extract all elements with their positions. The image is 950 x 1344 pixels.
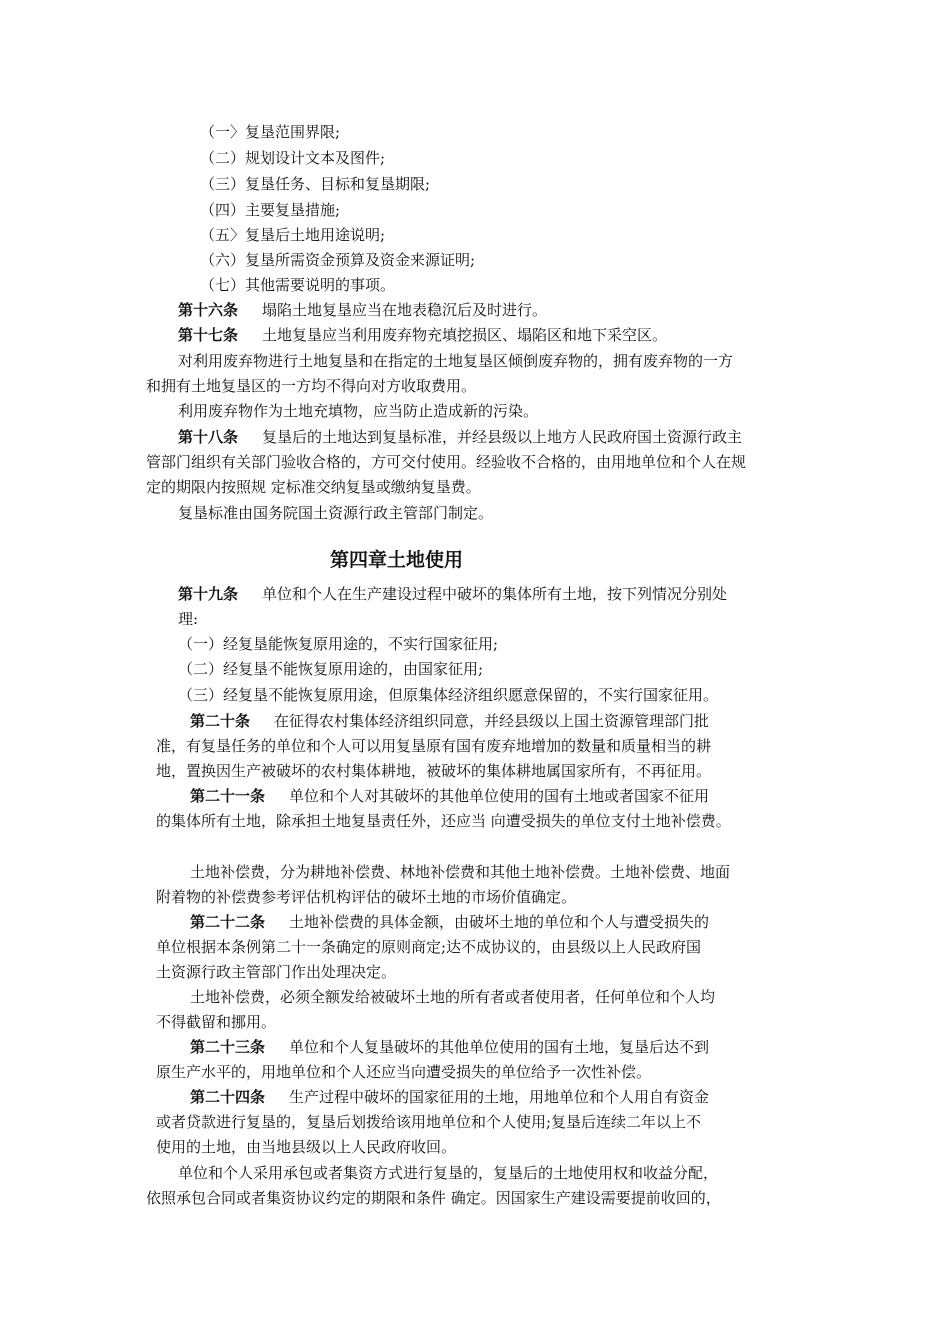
paragraph-line: 复垦标准由国务院国土资源行政主管部门制定。 (178, 504, 494, 522)
paragraph-line: 准，有复垦任务的单位和个人可以用复垦原有国有废弃地增加的数量和质量相当的耕 (156, 737, 712, 755)
paragraph-line: 定的期限内按照规 定标准交纳复垦或缴纳复垦费。 (146, 478, 481, 496)
paragraph-line: 单位根据本条例第二十一条确定的原则商定;达不成协议的，由县级以上人民政府国 (156, 938, 702, 956)
paragraph-line: 单位和个人采用承包或者集资方式进行复垦的，复垦后的土地使用权和收益分配， (178, 1164, 719, 1182)
list-item: （一〉复垦范围界限; (200, 123, 341, 141)
article-text: 单位和个人对其破坏的其他单位使用的国有土地或者国家不征用 (289, 787, 710, 805)
paragraph-line: 或者贷款进行复垦的，复垦后划拨给该用地单位和个人使用;复垦后连续二年以上不 (156, 1113, 702, 1131)
article-17 (178, 325, 667, 345)
paragraph-line: 和拥有土地复垦区的一方均不得向对方收取费用。 (146, 377, 477, 395)
article-text: 土地复垦应当利用废弃物充填挖损区、塌陷区和地下采空区。 (262, 326, 668, 344)
list-item: （二）经复垦不能恢复原用途的，由国家征用; (178, 660, 484, 678)
article-text: 复垦后的土地达到复垦标准，并经县级以上地方人民政府国土资源行政主 (262, 428, 743, 446)
article-label: 第十八条 (178, 428, 239, 446)
article-label: 第十六条 (178, 301, 239, 319)
list-item: （一）经复垦能恢复原用途的，不实行国家征用; (178, 635, 499, 653)
list-item: （五〉复垦后土地用途说明; (200, 226, 386, 244)
list-item: （二）规划设计文本及图件; (200, 149, 386, 167)
article-label: 第二十二条 (190, 913, 266, 931)
article-16 (178, 300, 547, 320)
paragraph-line: 对利用废弃物进行土地复垦和在指定的土地复垦区倾倒废弃物的，拥有废弃物的一方 (178, 352, 734, 370)
list-item: （四）主要复垦措施; (200, 201, 341, 219)
article-label: 第二十一条 (190, 787, 266, 805)
article-text: 单位和个人在生产建设过程中破坏的集体所有土地，按下列情况分别处 (262, 585, 728, 603)
chapter-title: 第四章土地使用 (330, 549, 464, 571)
paragraph-line: 依照承包合同或者集资协议约定的期限和条件 确定。因国家生产建设需要提前收回的， (146, 1189, 721, 1207)
article-label: 第十七条 (178, 326, 239, 344)
list-item: （七）其他需要说明的事项。 (200, 276, 396, 294)
paragraph-line: 管部门组织有关部门验收合格的，方可交付使用。经验收不合格的，由用地单位和个人在规 (146, 453, 747, 471)
article-text: 塌陷土地复垦应当在地表稳沉后及时进行。 (262, 301, 548, 319)
paragraph-line: 理: (178, 610, 199, 628)
paragraph-line: 土资源行政主管部门作出处理决定。 (156, 963, 397, 981)
article-label: 第二十四条 (190, 1088, 266, 1106)
article-20 (190, 711, 709, 731)
article-19 (178, 584, 727, 604)
list-item: （三）复垦任务、目标和复垦期限; (200, 175, 431, 193)
article-label: 第二十条 (190, 712, 251, 730)
article-22 (190, 912, 709, 932)
paragraph-line: 原生产水平的，用地单位和个人还应当向遭受损失的单位给予一次性补偿。 (156, 1063, 652, 1081)
article-text: 单位和个人复垦破坏的其他单位使用的国有土地，复垦后达不到 (289, 1038, 710, 1056)
article-18 (178, 427, 742, 447)
paragraph-line: 土地补偿费，必须全额发给被破坏土地的所有者或者使用者，任何单位和个人均 (190, 988, 716, 1006)
article-label: 第十九条 (178, 585, 239, 603)
paragraph-line: 不得截留和挪用。 (156, 1013, 277, 1031)
article-21 (190, 786, 709, 806)
article-24 (190, 1087, 709, 1107)
paragraph-line: 土地补偿费，分为耕地补偿费、林地补偿费和其他土地补偿费。土地补偿费、地面 (190, 863, 731, 881)
paragraph-line: 使用的土地，由当地县级以上人民政府收回。 (156, 1138, 457, 1156)
article-text: 土地补偿费的具体金额，由破坏土地的单位和个人与遭受损失的 (289, 913, 710, 931)
list-item: （六）复垦所需资金预算及资金来源证明; (200, 251, 476, 269)
list-item: （三）经复垦不能恢复原用途，但原集体经济组织愿意保留的，不实行国家征用。 (178, 686, 719, 704)
article-label: 第二十三条 (190, 1038, 266, 1056)
article-text: 生产过程中破坏的国家征用的土地，用地单位和个人用自有资金 (289, 1088, 710, 1106)
article-text: 在征得农村集体经济组织同意，并经县级以上国土资源管理部门批 (274, 712, 710, 730)
paragraph-line: 利用废弃物作为土地充填物，应当防止造成新的污染。 (178, 402, 539, 420)
paragraph-line: 的集体所有土地，除承担土地复垦责任外，还应当 向遭受损失的单位支付土地补偿费。 (156, 812, 731, 830)
article-23 (190, 1037, 709, 1057)
paragraph-line: 地，置换因生产被破坏的农村集体耕地，被破坏的集体耕地属国家所有，不再征用。 (156, 762, 712, 780)
paragraph-line: 附着物的补偿费参考评估机构评估的破坏土地的市场价值确定。 (156, 888, 577, 906)
